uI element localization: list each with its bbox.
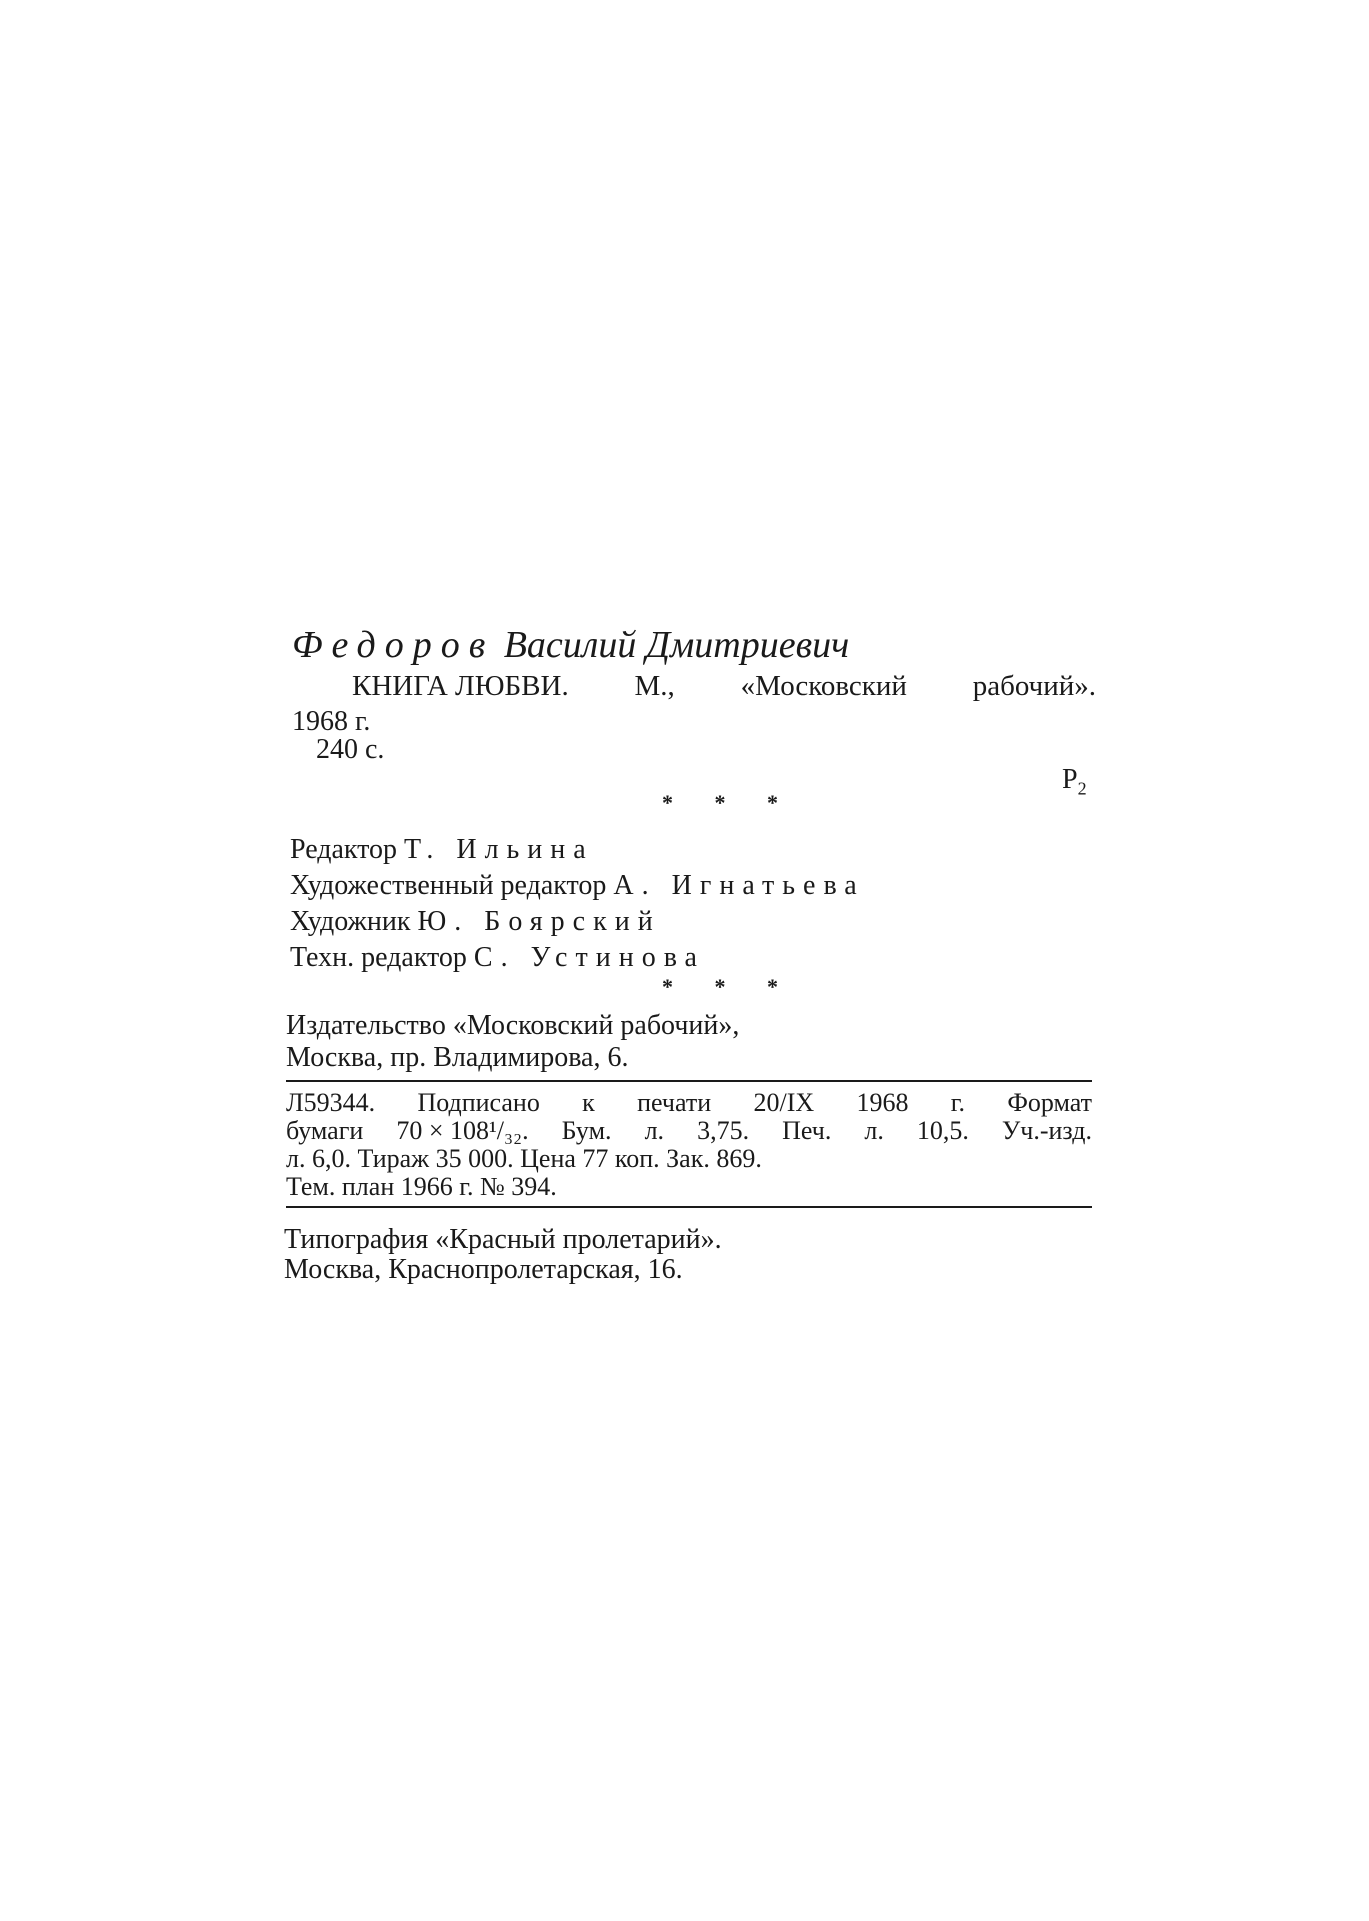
imprint-word: 10,5.: [916, 1116, 969, 1145]
classification-code: $Р_2$: [1062, 764, 1087, 799]
imprint-word: л.: [644, 1116, 665, 1145]
author-surname: Федоров: [292, 624, 495, 666]
staff-person: Ю. Боярский: [417, 906, 661, 937]
imprint-line-3: л. 6,0. Тираж 35 000. Цена 77 коп. Зак. 869.: [286, 1144, 762, 1173]
staff-person: Т. Ильина: [404, 834, 594, 865]
printer-name: Типография «Красный пролетарий».: [284, 1224, 722, 1255]
publication-city: М.,: [634, 670, 675, 702]
imprint-word: Бум.: [561, 1116, 612, 1145]
book-title-line: [352, 672, 1096, 701]
imprint-line-1: [286, 1090, 1092, 1116]
imprint-word: л.: [864, 1116, 884, 1145]
staff-role: Редактор: [290, 834, 398, 865]
imprint-word: Л59344.: [286, 1088, 376, 1117]
imprint-word: Печ.: [782, 1116, 832, 1145]
separator-stars: * * *: [662, 974, 796, 999]
publisher-line: Издательство «Московский рабочий»,: [286, 1010, 740, 1041]
imprint-word: 20/IX: [753, 1088, 815, 1117]
imprint-word: к: [582, 1088, 595, 1117]
staff-role: Художественный редактор: [290, 870, 607, 901]
publisher-name-part-2: рабочий».: [972, 670, 1096, 702]
staff-editor: [290, 836, 594, 864]
imprint-word: Подписано: [417, 1088, 540, 1117]
staff-person: А. Игнатьева: [613, 870, 865, 901]
imprint-word: г.: [950, 1088, 965, 1117]
staff-role: Техн. редактор: [290, 942, 467, 973]
page-count: 240 с.: [316, 734, 385, 765]
imprint-word: 1968: [856, 1088, 909, 1117]
staff-artist: [290, 908, 661, 936]
divider-rule: [286, 1206, 1092, 1208]
imprint-word: 3,75.: [697, 1116, 750, 1145]
staff-tech-editor: [290, 944, 705, 972]
imprint-word: Уч.-изд.: [1001, 1116, 1092, 1145]
staff-person: С. Устинова: [473, 942, 705, 973]
staff-art-editor: [290, 872, 865, 900]
book-title: КНИГА ЛЮБВИ.: [352, 670, 569, 702]
imprint-word: бумаги: [286, 1116, 364, 1145]
publication-year: 1968 г.: [292, 706, 371, 737]
publisher-address: Москва, пр. Владимирова, 6.: [286, 1042, 629, 1073]
imprint-line-4: Тем. план 1966 г. № 394.: [286, 1172, 557, 1201]
author-name: [292, 626, 849, 664]
imprint-word: 70 × 108¹/₃₂.: [396, 1116, 529, 1145]
author-given-names: Василий Дмитриевич: [503, 624, 850, 666]
imprint-word: Формат: [1007, 1088, 1092, 1117]
printer-address: Москва, Краснопролетарская, 16.: [284, 1254, 683, 1285]
imprint-word: печати: [637, 1088, 712, 1117]
separator-stars: * * *: [662, 790, 796, 815]
staff-role: Художник: [290, 906, 411, 937]
divider-rule: [286, 1080, 1092, 1082]
publisher-name-part-1: «Московский: [740, 670, 907, 702]
imprint-line-2: [286, 1118, 1092, 1144]
